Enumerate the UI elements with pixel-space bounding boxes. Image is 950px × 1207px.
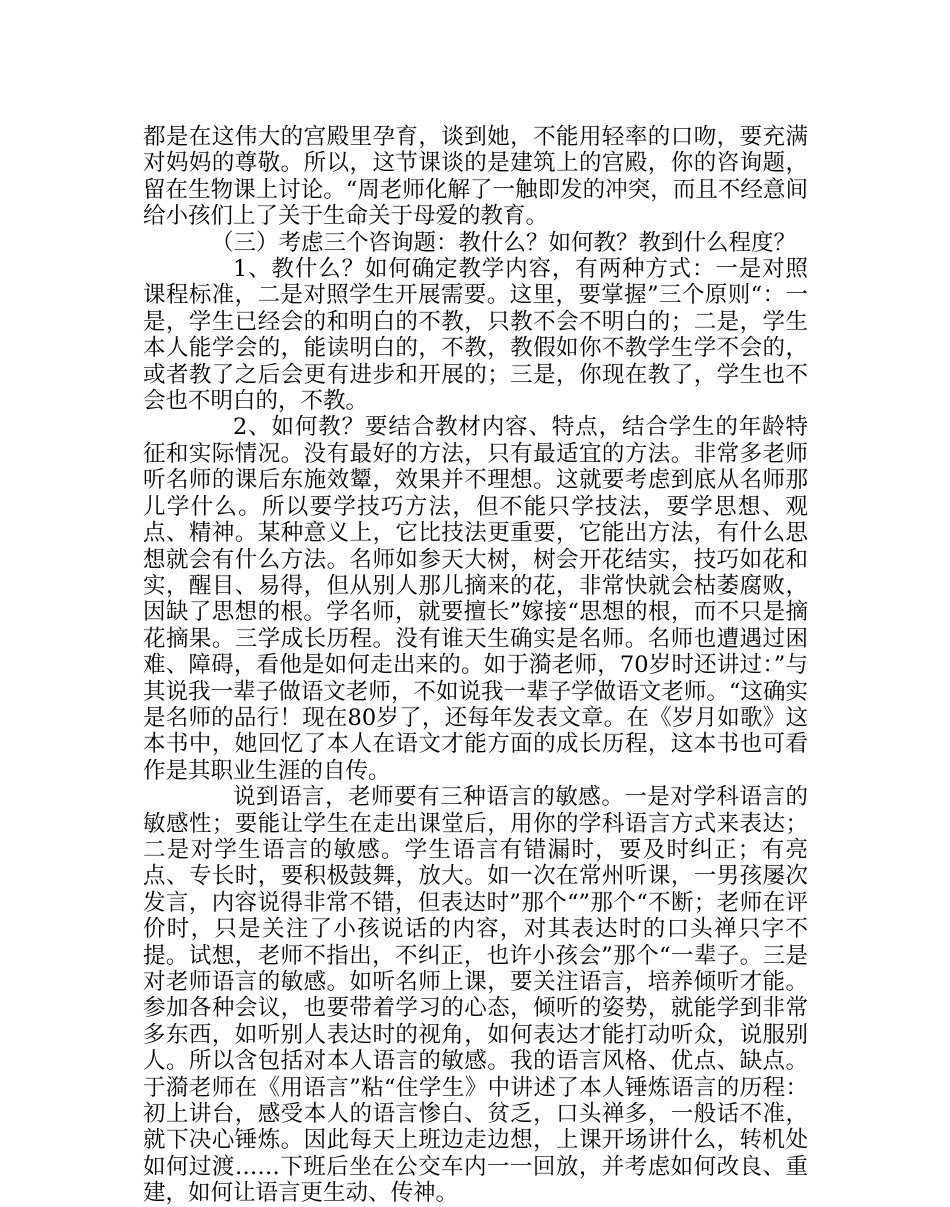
document-page	[143, 124, 808, 1207]
section-heading-three-questions: （三）考虑三个咨询题：教什么？如何教？教到什么程度？	[211, 229, 797, 256]
paragraph-what-to-teach: 1、教什么？如何确定教学内容，有两种方式：一是对照课程标准，二是对照学生开展需要。这里，要掌握”三个原则“：一是，学生已经会的和明白的不教，只教不会不明白的；二是，学生本人能学会的，能读明白的，不教，教假如你不教学生学不会的，或者教了之后会更有进步和开展的；三是，你现在教了，学生也不会也不明白的，不教。	[143, 256, 808, 415]
paragraph-how-to-teach: 2、如何教？要结合教材内容、特点，结合学生的年龄特征和实际情况。没有最好的方法，只有最适宜的方法。非常多老师听名师的课后东施效颦，效果并不理想。这就要考虑到底从名师那儿学什么。所以要学技巧方法，但不能只学技法，要学思想、观点、精神。某种意义上，它比技法更重要，它能出方法，有什么思想就会有什么方法。名师如参天大树，树会开花结实，技巧如花和实，醒目、易得，但从别人那儿摘来的花，非常快就会枯萎腐败，因缺了思想的根。学名师，就要擅长”嫁接“思想的根，而不只是摘花摘果。三学成长历程。没有谁天生确实是名师。名师也遭遇过困难、障碍，看他是如何走出来的。如于漪老师，70岁时还讲过：”与其说我一辈子做语文老师，不如说我一辈子学做语文老师。“这确实是名师的品行！现在80岁了，还每年发表文章。在《岁月如歌》这本书中，她回忆了本人在语文才能方面的成长历程，这本书也可看作是其职业生涯的自传。	[143, 414, 808, 784]
paragraph-language-sensitivity: 说到语言，老师要有三种语言的敏感。一是对学科语言的敏感性；要能让学生在走出课堂后，用你的学科语言方式来表达；二是对学生语言的敏感。学生语言有错漏时，要及时纠正；有亮点、专长时，要积极鼓舞，放大。如一次在常州听课，一男孩屡次发言，内容说得非常不错，但表达时”那个“”那个“不断；老师在评价时，只是关注了小孩说话的内容，对其表达时的口头禅只字不提。试想，老师不指出，不纠正，也许小孩会”那个“一辈子。三是对老师语言的敏感。如听名师上课，要关注语言，培养倾听才能。参加各种会议，也要带着学习的心态，倾听的姿势，就能学到非常多东西，如听别人表达时的视角，如何表达才能打动听众，说服别人。所以含包括对本人语言的敏感。我的语言风格、优点、缺点。于漪老师在《用语言”粘“住学生》中讲述了本人锤炼语言的历程：初上讲台，感受本人的语言惨白、贫乏，口头禅多，一般话不准，就下决心锤炼。因此每天上班边走边想，上课开场讲什么，转机处如何过渡……下班后坐在公交车内一一回放，并考虑如何改良、重建，如何让语言更生动、传神。	[143, 784, 808, 1207]
paragraph-mother-respect: 都是在这伟大的宫殿里孕育，谈到她，不能用轻率的口吻，要充满对妈妈的尊敬。所以，这节课谈的是建筑上的宫殿，你的咨询题，留在生物课上讨论。“周老师化解了一触即发的冲突，而且不经意间给小孩们上了关于生命关于母爱的教育。	[143, 124, 808, 230]
